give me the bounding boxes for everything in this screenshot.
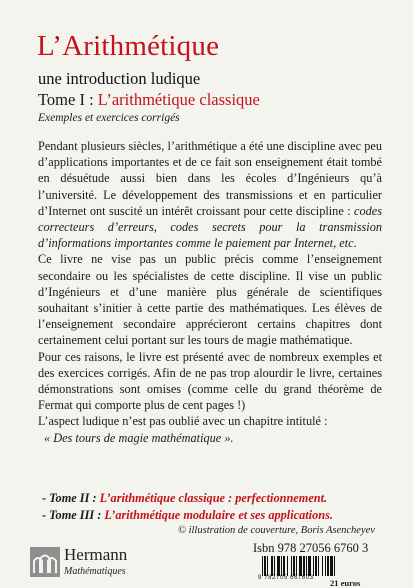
back-cover-text	[38, 138, 382, 446]
paragraph-3: Pour ces raisons, le livre est présenté avec de nombreux exemples et des exercices corrigés. Afin de ne pas trop alourdir le livre, certaines démonstrations sont omises (comme celle du grand théorème de Fermat qui comporte plus de cent pages !)	[38, 349, 382, 413]
paragraph-1-text: Pendant plusieurs siècles, l’arithmétique a été une discipline avec peu d’applications importantes et de ce fait son enseignement était tombé en désuétude aussi bien dans les écoles d’Ingénieurs qu’à l’université. Le développement des transmissions et en particulier d’Internet ont suscité un intérêt croissant pour cette discipline :	[38, 139, 382, 218]
cover-illustration-credit: © illustration de couverture, Boris Asencheyev	[178, 525, 375, 536]
publisher-logo	[30, 545, 150, 585]
paragraph-4-quote: « Des tours de magie mathématique ».	[44, 430, 234, 445]
tome-3-name: L’arithmétique modulaire et ses applications.	[104, 508, 333, 522]
barcode-image	[262, 556, 372, 576]
tome-2-name: L’arithmétique classique : perfectionnement.	[99, 491, 328, 505]
tome-2-label: - Tome II :	[42, 491, 100, 505]
series-tome-2	[42, 490, 333, 507]
paragraph-1	[38, 138, 382, 251]
paragraph-4: L’aspect ludique n’est pas oublié avec un chapitre intitulé :	[38, 414, 328, 429]
paragraph-2: Ce livre ne vise pas un public précis comme l’enseignement secondaire ou les spécialistes de cette discipline. Il vise un public d’Ingénieurs et d’une manière plus générale de scientifiques souhaitant s’initier à cette partie des mathématiques. Les élèves de l’enseignement secondaire apprécieront certains chapitres dont certainement celui portant sur les tours de magie mathématique.	[38, 252, 382, 348]
series-tome-3	[42, 507, 333, 524]
tome-line	[38, 90, 260, 110]
exemples-line: Exemples et exercices corrigés	[38, 112, 180, 124]
paragraph-1-end: .	[353, 236, 357, 251]
series-list	[42, 490, 333, 524]
book-subtitle: une introduction ludique	[38, 69, 201, 88]
hermann-logo-icon	[30, 547, 60, 577]
tome-prefix: Tome I :	[38, 90, 98, 109]
publisher-name: Hermann	[64, 545, 128, 564]
barcode-number: 9 782705 667603	[258, 575, 314, 581]
isbn: Isbn 978 27056 6760 3	[253, 541, 369, 555]
tome-name: L’arithmétique classique	[97, 90, 260, 109]
book-title: L’Arithmétique	[37, 30, 220, 62]
tome-3-label: - Tome III :	[42, 508, 105, 522]
publisher-collection: Mathématiques	[64, 566, 126, 577]
paragraph-1-italic: codes correcteurs d’erreurs, codes secrets pour la transmission d’informations importantes comme le paiement par Internet, etc	[38, 203, 382, 251]
price: 21 euros	[330, 578, 361, 588]
